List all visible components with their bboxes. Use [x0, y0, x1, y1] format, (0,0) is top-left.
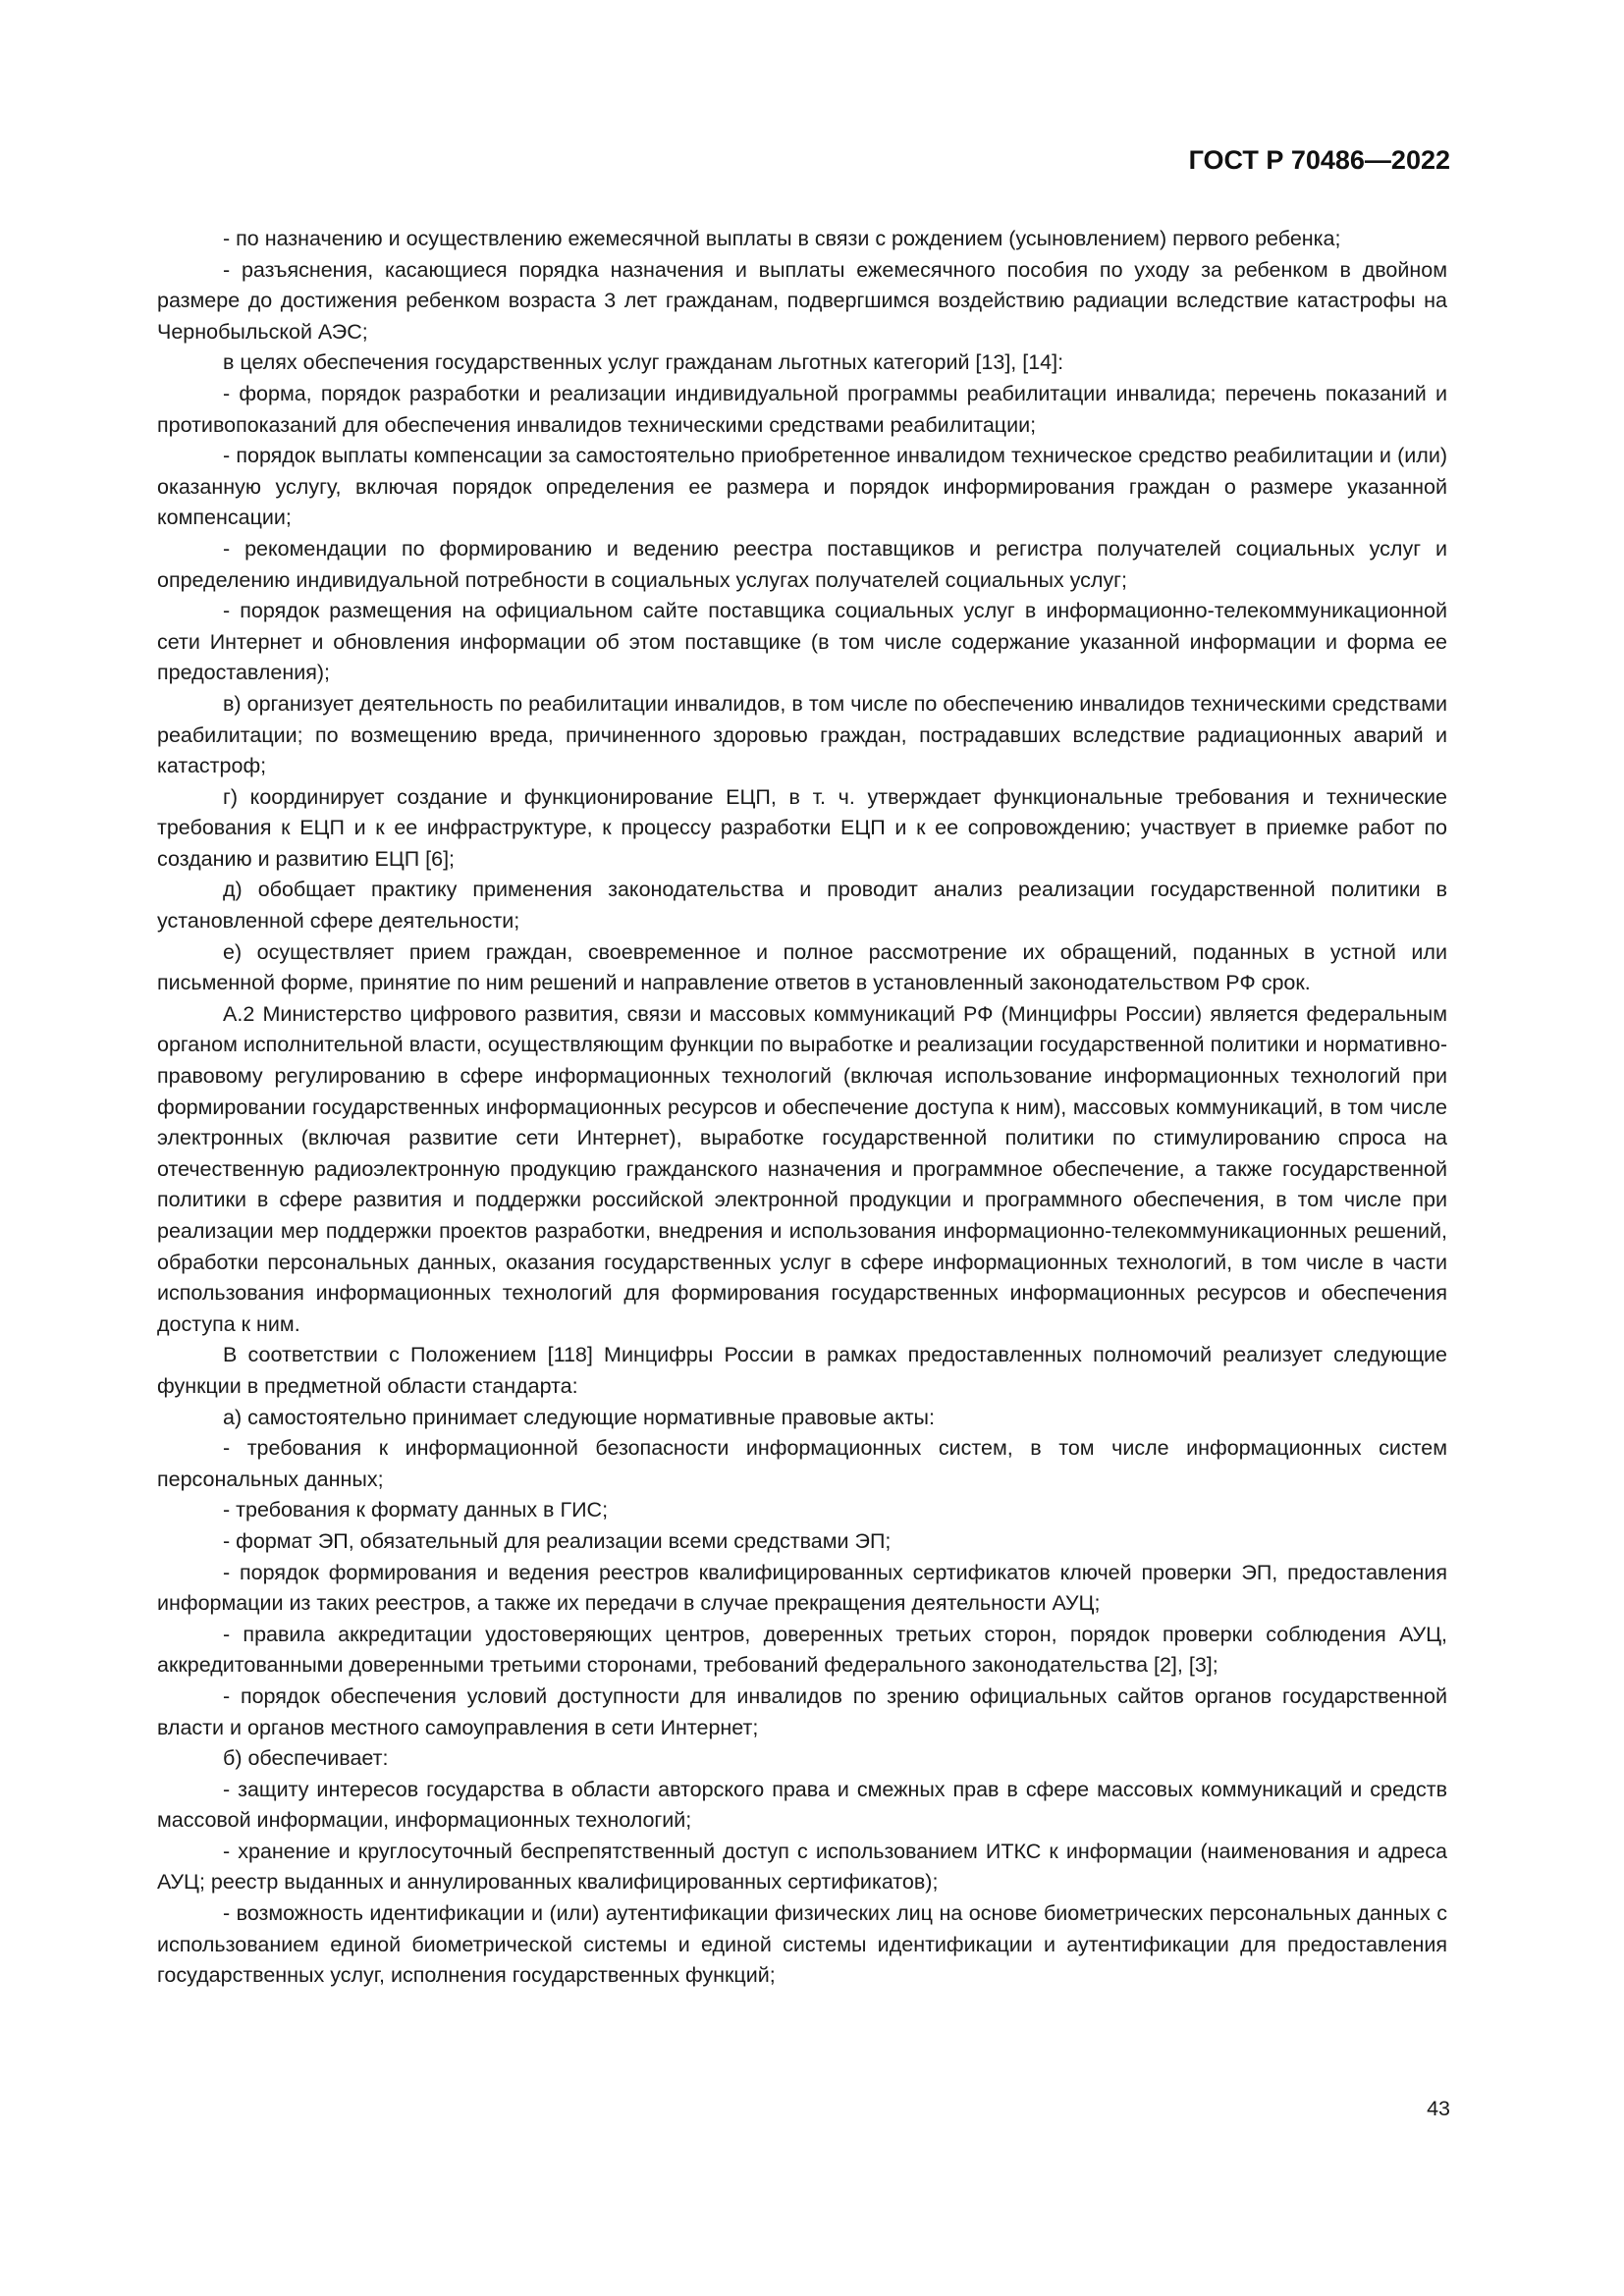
paragraph: - порядок обеспечения условий доступности для инвалидов по зрению официальных сайтов органов государственной власти и органов местного самоуправления в сети Интернет;: [157, 1683, 1447, 1739]
document-body: [157, 224, 1447, 1992]
paragraph: - хранение и круглосуточный беспрепятственный доступ с использованием ИТКС к информации (наименования и адреса АУЦ; реестр выданных и аннулированных квалифицированных сертификатов);: [157, 1839, 1447, 1895]
paragraph: - порядок размещения на официальном сайте поставщика социальных услуг в информационно-телекоммуникационной сети Интернет и обновления информации об этом поставщике (в том числе содержание указанной информации и форма ее предоставления);: [157, 599, 1447, 685]
paragraph: в) организует деятельность по реабилитации инвалидов, в том числе по обеспечению инвалидов техническими средствами реабилитации; по возмещению вреда, причиненного здоровью граждан, пострадавших вследствие радиационных аварий и катастроф;: [157, 691, 1447, 778]
paragraph: - требования к формату данных в ГИС;: [223, 1498, 609, 1522]
paragraph: - формат ЭП, обязательный для реализации всеми средствами ЭП;: [223, 1528, 892, 1553]
paragraph: - порядок выплаты компенсации за самостоятельно приобретенное инвалидом техническое средство реабилитации и (или) оказанную услугу, включая порядок определения ее размера и порядок информирования граждан о размере указанной компенсации;: [157, 444, 1447, 530]
page-number: 43: [1427, 2097, 1450, 2120]
paragraph: е) осуществляет прием граждан, своевременное и полное рассмотрение их обращений, поданных в устной или письменной форме, принятие по ним решений и направление ответов в установленный законодательством РФ срок.: [157, 939, 1447, 995]
paragraph: - требования к информационной безопасности информационных систем, в том числе информационных систем персональных данных;: [157, 1436, 1447, 1491]
paragraph: - правила аккредитации удостоверяющих центров, доверенных третьих сторон, порядок проверки соблюдения АУЦ, аккредитованными доверенными третьими сторонами, требований федерального законодательства [2], [3];: [157, 1622, 1447, 1678]
paragraph: - форма, порядок разработки и реализации индивидуальной программы реабилитации инвалида; перечень показаний и противопоказаний для обеспечения инвалидов техническими средствами реабилитации;: [157, 381, 1447, 437]
paragraph: д) обобщает практику применения законодательства и проводит анализ реализации государственной политики в установленной сфере деятельности;: [157, 878, 1447, 934]
paragraph: - порядок формирования и ведения реестров квалифицированных сертификатов ключей проверки ЭП, предоставления информации из таких реестров, а также их передачи в случае прекращения деятельности АУЦ;: [157, 1560, 1447, 1616]
document-header: ГОСТ Р 70486—2022: [1188, 145, 1450, 175]
paragraph: В соответствии с Положением [118] Минцифры России в рамках предоставленных полномочий реализует следующие функции в предметной области стандарта:: [157, 1343, 1447, 1398]
paragraph: в целях обеспечения государственных услуг гражданам льготных категорий [13], [14]:: [223, 350, 1064, 375]
paragraph: - рекомендации по формированию и ведению реестра поставщиков и регистра получателей социальных услуг и определению индивидуальной потребности в социальных услугах получателей социальных услуг;: [157, 536, 1447, 592]
paragraph: - разъяснения, касающиеся порядка назначения и выплаты ежемесячного пособия по уходу за ребенком в двойном размере до достижения ребенком возраста 3 лет гражданам, подвергшимся воздействию радиации вследствие катастрофы на Чернобыльской АЭС;: [157, 257, 1447, 344]
paragraph: - защиту интересов государства в области авторского права и смежных прав в сфере массовых коммуникаций и средств массовой информации, информационных технологий;: [157, 1777, 1447, 1833]
paragraph: б) обеспечивает:: [223, 1746, 389, 1771]
paragraph: А.2 Министерство цифрового развития, связи и массовых коммуникаций РФ (Минцифры России) является федеральным органом исполнительной власти, осуществляющим функции по выработке и реализации государственной политики и нормативно-правовому регулированию в сфере информационных технологий (включая использование информационных технологий при формировании государственных информационных ресурсов и обеспечение доступа к ним), массовых коммуникаций, в том числе электронных (включая развитие сети Интернет), выработке государственной политики по стимулированию спроса на отечественную радиоэлектронную продукцию гражданского назначения и программное обеспечение, а также государственной политики в сфере развития и поддержки российской электронной продукции и программного обеспечения, в том числе при реализации мер поддержки проектов разработки, внедрения и использования информационно-телекоммуникационных решений, обработки персональных данных, оказания государственных услуг в сфере информационных технологий, в том числе в части использования информационных технологий для формирования государственных информационных ресурсов и обеспечения доступа к ним.: [157, 1001, 1447, 1336]
paragraph: - возможность идентификации и (или) аутентификации физических лиц на основе биометрических персональных данных с использованием единой биометрической системы и единой системы идентификации и аутентификации для предоставления государственных услуг, исполнения государственных функций;: [157, 1901, 1447, 1988]
paragraph: г) координирует создание и функционирование ЕЦП, в т. ч. утверждает функциональные требования и технические требования к ЕЦП и к ее инфраструктуре, к процессу разработки ЕЦП и к ее сопровождению; участвует в приемке работ по созданию и развитию ЕЦП [6];: [157, 784, 1447, 871]
paragraph: а) самостоятельно принимает следующие нормативные правовые акты:: [223, 1405, 935, 1429]
paragraph: - по назначению и осуществлению ежемесячной выплаты в связи с рождением (усыновлением) первого ребенка;: [223, 227, 1341, 250]
